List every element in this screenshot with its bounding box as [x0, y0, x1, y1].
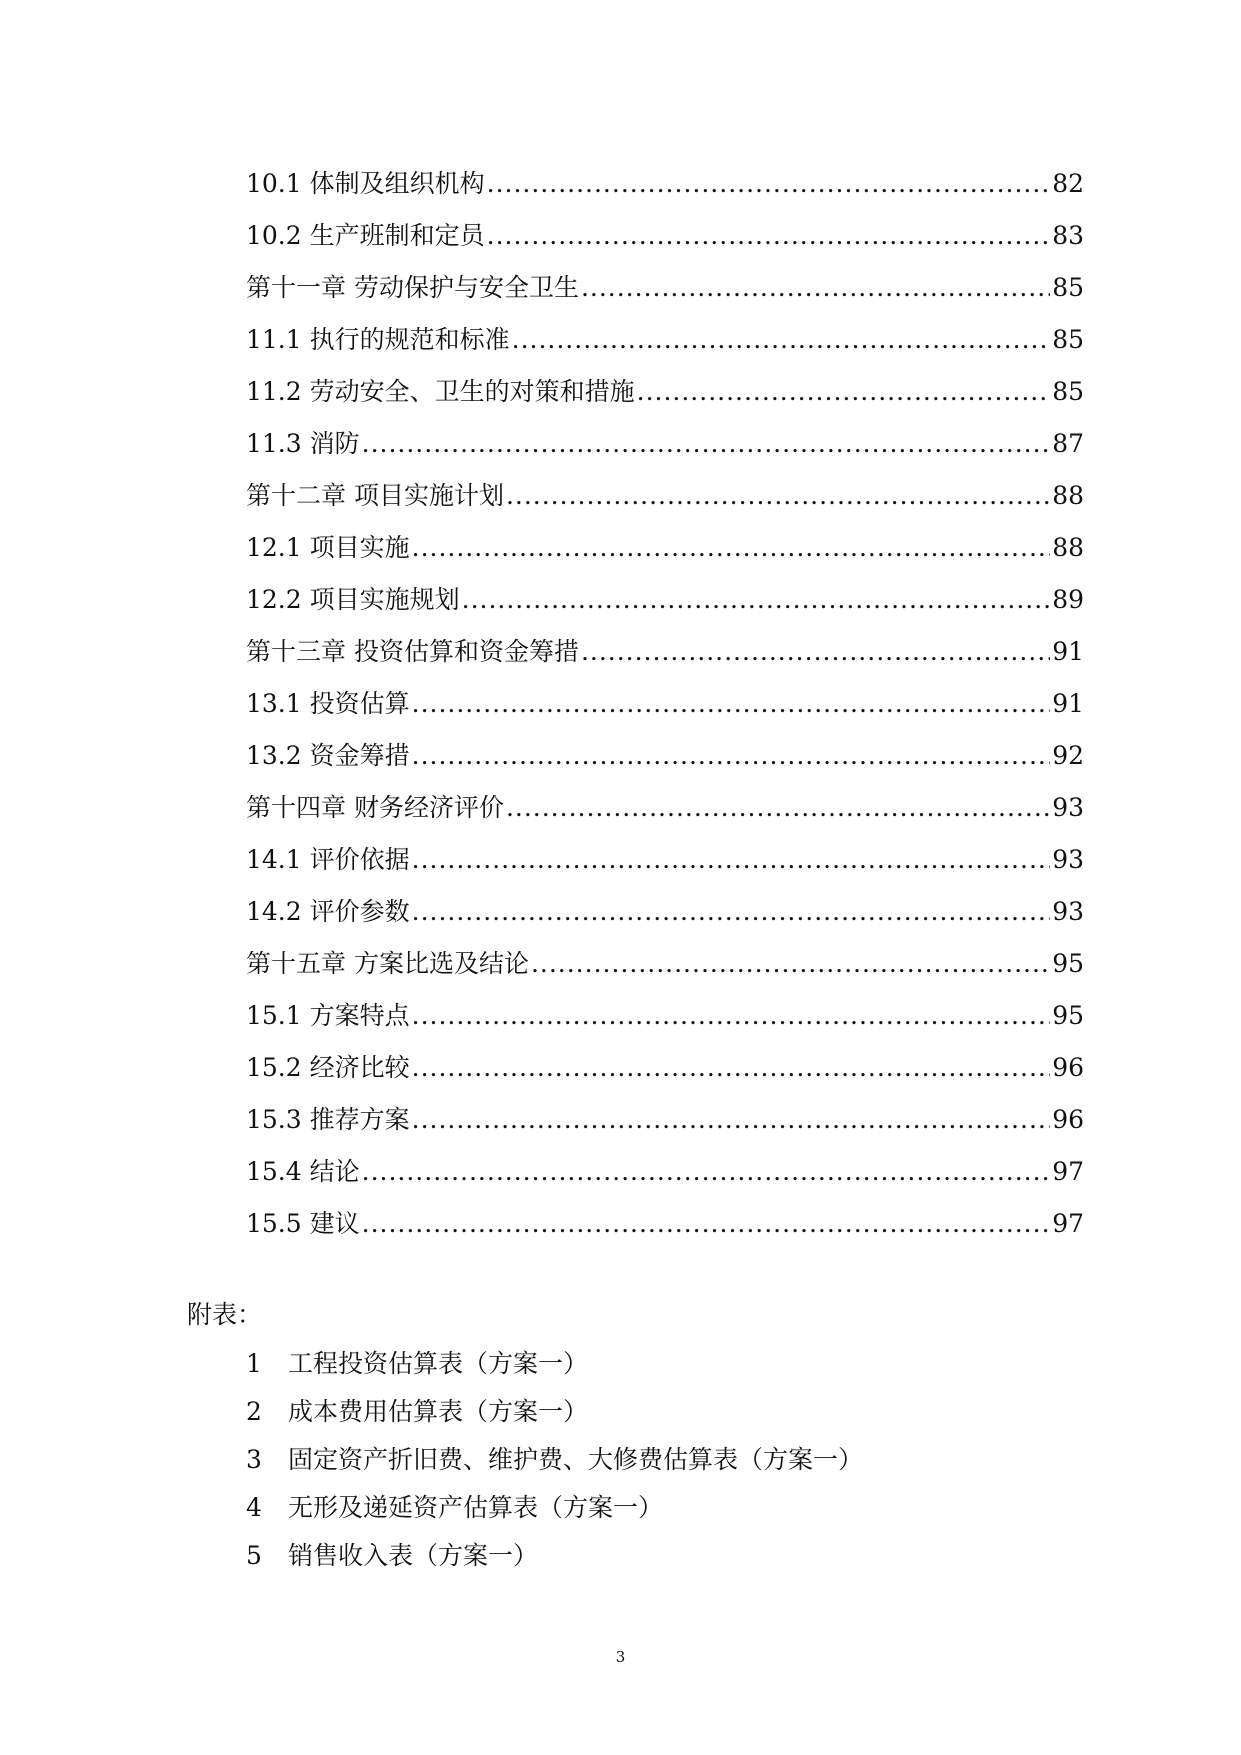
toc-entry-title: 15.5 建议: [246, 1209, 360, 1238]
toc-entry-page: 85: [1052, 273, 1084, 302]
toc-entry-page: 85: [1052, 325, 1084, 354]
toc-entry-page: 96: [1052, 1053, 1084, 1082]
appendix-item-label: 工程投资估算表（方案一）: [288, 1349, 589, 1378]
dot-leader: [412, 730, 1051, 782]
appendix-item-label: 成本费用估算表（方案一）: [288, 1397, 589, 1426]
toc-entry-page: 87: [1052, 429, 1084, 458]
appendix-heading: 附表：: [187, 1300, 263, 1329]
dot-leader: [412, 522, 1051, 574]
toc-entry[interactable]: [246, 522, 1084, 574]
dot-leader: [531, 938, 1050, 990]
dot-leader: [412, 1094, 1051, 1146]
dot-leader: [412, 990, 1051, 1042]
dot-leader: [462, 574, 1051, 626]
toc-entry[interactable]: [246, 1042, 1084, 1094]
toc-entry-page: 89: [1052, 585, 1084, 614]
toc-entry[interactable]: [246, 158, 1084, 210]
toc-entry[interactable]: [246, 938, 1084, 990]
dot-leader: [412, 678, 1051, 730]
toc-entry[interactable]: [246, 1094, 1084, 1146]
toc-entry[interactable]: [246, 366, 1084, 418]
page-number: 3: [615, 1648, 626, 1666]
toc-entry-title: 第十三章 投资估算和资金筹措: [246, 637, 579, 666]
toc-entry-title: 13.1 投资估算: [246, 689, 410, 718]
dot-leader: [506, 782, 1050, 834]
toc-entry-title: 11.2 劳动安全、卫生的对策和措施: [246, 377, 635, 406]
appendix-item-label: 销售收入表（方案一）: [288, 1541, 539, 1570]
toc-entry-title: 第十二章 项目实施计划: [246, 481, 504, 510]
appendix-item: [246, 1436, 1066, 1484]
toc-entry-title: 13.2 资金筹措: [246, 741, 410, 770]
toc-entry-page: 93: [1052, 793, 1084, 822]
dot-leader: [487, 210, 1051, 262]
appendix-item-number: 2: [246, 1397, 262, 1426]
toc-entry[interactable]: [246, 262, 1084, 314]
appendix-item-number: 1: [246, 1349, 262, 1378]
toc-entry-page: 97: [1052, 1209, 1084, 1238]
dot-leader: [412, 1042, 1051, 1094]
toc-entry[interactable]: [246, 314, 1084, 366]
toc-entry-title: 15.3 推荐方案: [246, 1105, 410, 1134]
toc-entry[interactable]: [246, 678, 1084, 730]
toc-entry-title: 14.2 评价参数: [246, 897, 410, 926]
toc-entry-page: 91: [1052, 689, 1084, 718]
toc-entry-title: 14.1 评价依据: [246, 845, 410, 874]
dot-leader: [362, 1146, 1051, 1198]
dot-leader: [506, 470, 1050, 522]
toc-entry-title: 10.2 生产班制和定员: [246, 221, 485, 250]
toc-entry-page: 88: [1052, 533, 1084, 562]
toc-entry[interactable]: [246, 886, 1084, 938]
appendix-item: [246, 1532, 1066, 1580]
toc-entry[interactable]: [246, 990, 1084, 1042]
toc-entry[interactable]: [246, 470, 1084, 522]
dot-leader: [412, 886, 1051, 938]
toc-entry-title: 11.3 消防: [246, 429, 360, 458]
dot-leader: [581, 626, 1050, 678]
appendix-item-label: 无形及递延资产估算表（方案一）: [288, 1493, 664, 1522]
dot-leader: [412, 834, 1051, 886]
toc-entry[interactable]: [246, 782, 1084, 834]
toc-entry[interactable]: [246, 730, 1084, 782]
toc-entry[interactable]: [246, 1198, 1084, 1250]
appendix-item-number: 3: [246, 1445, 262, 1474]
appendix-list: [246, 1340, 1066, 1580]
toc-entry-title: 12.2 项目实施规划: [246, 585, 460, 614]
toc-entry-title: 15.2 经济比较: [246, 1053, 410, 1082]
toc-entry-page: 82: [1052, 169, 1084, 198]
toc-entry[interactable]: [246, 1146, 1084, 1198]
toc-entry-page: 92: [1052, 741, 1084, 770]
toc-entry-title: 12.1 项目实施: [246, 533, 410, 562]
dot-leader: [362, 1198, 1051, 1250]
toc-entry[interactable]: [246, 574, 1084, 626]
table-of-contents: [246, 158, 1084, 1250]
toc-entry-title: 第十五章 方案比选及结论: [246, 949, 529, 978]
toc-entry[interactable]: [246, 626, 1084, 678]
toc-entry-title: 11.1 执行的规范和标准: [246, 325, 510, 354]
appendix-item: [246, 1388, 1066, 1436]
appendix-item-number: 5: [246, 1541, 262, 1570]
appendix-item-number: 4: [246, 1493, 262, 1522]
toc-entry-page: 95: [1052, 1001, 1084, 1030]
toc-entry-page: 83: [1052, 221, 1084, 250]
toc-entry-title: 15.4 结论: [246, 1157, 360, 1186]
dot-leader: [512, 314, 1051, 366]
toc-entry-page: 91: [1052, 637, 1084, 666]
toc-entry-title: 第十四章 财务经济评价: [246, 793, 504, 822]
toc-entry[interactable]: [246, 418, 1084, 470]
toc-entry-title: 10.1 体制及组织机构: [246, 169, 485, 198]
appendix-item-label: 固定资产折旧费、维护费、大修费估算表（方案一）: [288, 1445, 864, 1474]
toc-entry-page: 93: [1052, 897, 1084, 926]
toc-entry-page: 95: [1052, 949, 1084, 978]
toc-entry-title: 15.1 方案特点: [246, 1001, 410, 1030]
toc-entry-page: 97: [1052, 1157, 1084, 1186]
dot-leader: [362, 418, 1051, 470]
toc-entry-page: 85: [1052, 377, 1084, 406]
toc-entry-page: 93: [1052, 845, 1084, 874]
toc-entry[interactable]: [246, 210, 1084, 262]
dot-leader: [637, 366, 1051, 418]
appendix-item: [246, 1340, 1066, 1388]
appendix-item: [246, 1484, 1066, 1532]
toc-entry-page: 88: [1052, 481, 1084, 510]
dot-leader: [487, 158, 1051, 210]
toc-entry-title: 第十一章 劳动保护与安全卫生: [246, 273, 579, 302]
toc-entry-page: 96: [1052, 1105, 1084, 1134]
toc-entry[interactable]: [246, 834, 1084, 886]
dot-leader: [581, 262, 1050, 314]
